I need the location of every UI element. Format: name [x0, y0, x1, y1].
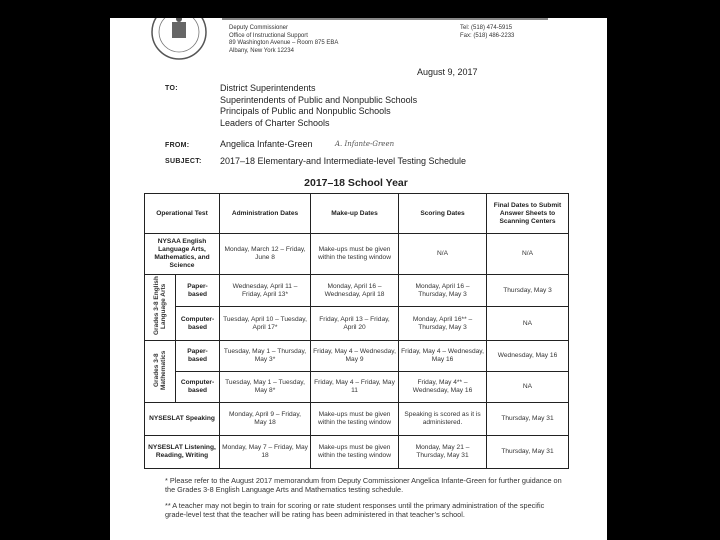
testing-schedule-table	[144, 193, 569, 469]
signature: A. Infante-Green	[335, 140, 395, 148]
admin-dates: Wednesday, April 11 – Friday, April 13*	[220, 275, 311, 307]
group-ela	[145, 275, 176, 341]
final-dates: N/A	[487, 234, 569, 275]
scoring-dates: Monday, April 16 – Thursday, May 3	[399, 275, 487, 307]
test-name: Paper-based	[176, 341, 220, 372]
header-row	[145, 194, 569, 234]
header-admin: Administration Dates	[220, 194, 311, 234]
admin-dates: Monday, May 7 – Friday, May 18	[220, 436, 311, 469]
recipient: Superintendents of Public and Nonpublic Schools	[220, 94, 418, 105]
office-line: 89 Washington Avenue – Room 875 EBA	[229, 40, 339, 46]
recipient: Leaders of Charter Schools	[220, 117, 330, 128]
scoring-dates: Monday, April 16** – Thursday, May 3	[399, 307, 487, 341]
test-name: Computer-based	[176, 307, 220, 341]
test-name: NYSAA English Language Arts, Mathematics, and Science	[145, 234, 220, 275]
table-row	[145, 234, 569, 275]
table-row	[145, 341, 569, 372]
makeup-dates: Monday, April 16 – Wednesday, April 18	[311, 275, 399, 307]
makeup-dates: Make-ups must be given within the testing window	[311, 234, 399, 275]
final-dates: Thursday, May 31	[487, 436, 569, 469]
office-line: Office of Instructional Support	[229, 32, 308, 39]
scoring-dates: Speaking is scored as it is administered.	[399, 403, 487, 436]
table-row	[145, 403, 569, 436]
office-line: Deputy Commissioner	[229, 25, 289, 31]
subject-label: SUBJECT:	[165, 158, 202, 165]
to-label: TO:	[165, 85, 178, 92]
makeup-dates: Make-ups must be given within the testing window	[311, 436, 399, 469]
test-name: NYSESLAT Speaking	[145, 403, 220, 436]
recipient: District Superintendents	[220, 83, 316, 93]
table-row	[145, 436, 569, 469]
header-makeup: Make-up Dates	[311, 194, 399, 234]
from-name: Angelica Infante-Green	[220, 139, 313, 149]
subject: 2017–18 Elementary-and Intermediate-level Testing Schedule	[220, 156, 466, 166]
office-address	[229, 25, 338, 55]
from-label: FROM:	[165, 142, 190, 149]
test-name: Computer-based	[176, 372, 220, 403]
to-recipients	[220, 83, 417, 129]
header-rule	[222, 18, 548, 20]
recipient: Principals of Public and Nonpublic Schools	[220, 106, 391, 116]
header-final: Final Dates to Submit Answer Sheets to Scanning Centers	[487, 194, 569, 234]
final-dates: Thursday, May 3	[487, 275, 569, 307]
office-line: Albany, New York 12234	[229, 47, 294, 54]
tel: Tel: (518) 474-5915	[460, 25, 513, 31]
header-scoring: Scoring Dates	[399, 194, 487, 234]
footnote: ** A teacher may not begin to train for scoring or rate student responses until the primary administration of the specific grade-level test that the teacher will be rating has been administered in that teacher’s school.	[165, 501, 545, 519]
group-label: Grades 3-8 Mathematics	[153, 350, 167, 390]
memo-date: August 9, 2017	[417, 67, 478, 77]
group-label: Grades 3-8 English Language Arts	[153, 276, 167, 336]
scoring-dates: Monday, May 21 – Thursday, May 31	[399, 436, 487, 469]
schedule-section	[144, 176, 568, 519]
admin-dates: Tuesday, April 10 – Tuesday, April 17*	[220, 307, 311, 341]
admin-dates: Tuesday, May 1 – Thursday, May 3*	[220, 341, 311, 372]
admin-dates: Monday, April 9 – Friday, May 18	[220, 403, 311, 436]
makeup-dates: Friday, May 4 – Friday, May 11	[311, 372, 399, 403]
fax: Fax: (518) 486-2233	[460, 32, 515, 39]
test-name: NYSESLAT Listening, Reading, Writing	[145, 436, 220, 469]
scoring-dates: Friday, May 4** – Wednesday, May 16	[399, 372, 487, 403]
admin-dates: Monday, March 12 – Friday, June 8	[220, 234, 311, 275]
makeup-dates: Friday, April 13 – Friday, April 20	[311, 307, 399, 341]
table-row	[145, 275, 569, 307]
contact-info	[460, 25, 514, 40]
scoring-dates: N/A	[399, 234, 487, 275]
final-dates: NA	[487, 372, 569, 403]
group-math	[145, 341, 176, 403]
makeup-dates: Friday, May 4 – Wednesday, May 9	[311, 341, 399, 372]
table-row	[145, 307, 569, 341]
memo-page	[110, 18, 607, 540]
header-test: Operational Test	[145, 194, 220, 234]
scoring-dates: Friday, May 4 – Wednesday, May 16	[399, 341, 487, 372]
table-row	[145, 372, 569, 403]
final-dates: Wednesday, May 16	[487, 341, 569, 372]
footnote: * Please refer to the August 2017 memorandum from Deputy Commissioner Angelica Infante-Green for further guidance on the Grades 3-8 English Language Arts and Mathematics testing schedule.	[165, 476, 562, 494]
makeup-dates: Make-ups must be given within the testing window	[311, 403, 399, 436]
admin-dates: Tuesday, May 1 – Tuesday, May 8*	[220, 372, 311, 403]
final-dates: Thursday, May 31	[487, 403, 569, 436]
state-seal-logo	[145, 18, 213, 60]
table-title: 2017–18 School Year	[304, 177, 408, 189]
test-name: Paper-based	[176, 275, 220, 307]
final-dates: NA	[487, 307, 569, 341]
